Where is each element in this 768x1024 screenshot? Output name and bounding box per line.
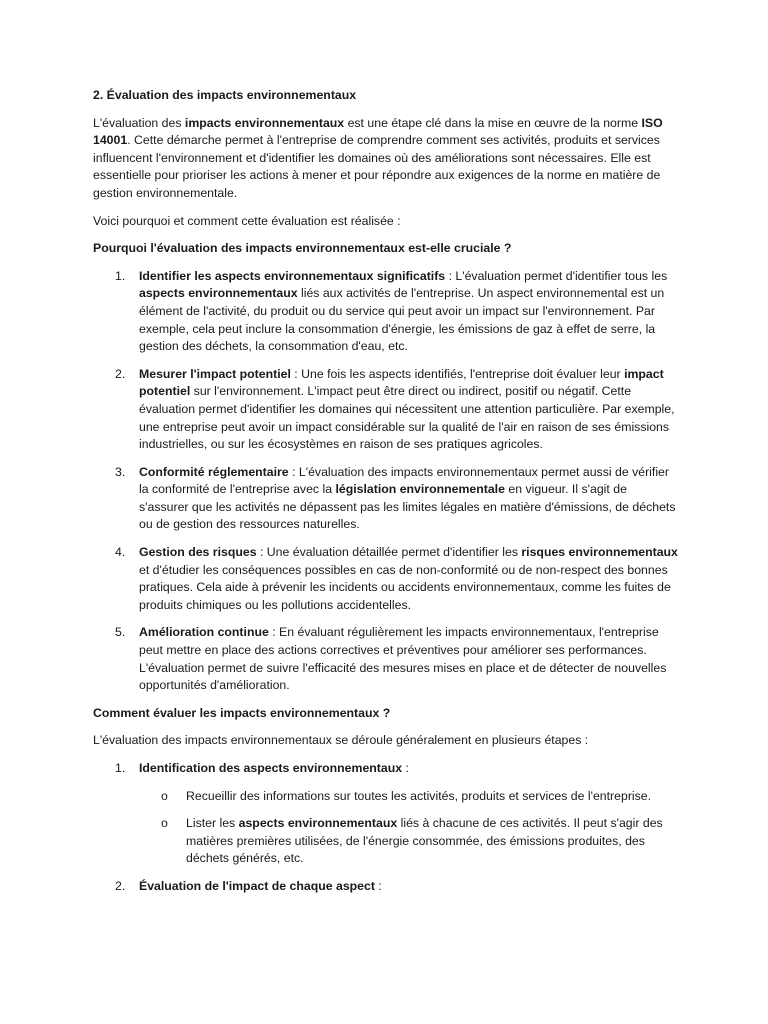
how-steps-list (93, 760, 678, 896)
bullet-item (139, 788, 678, 806)
step-title-suffix: : (402, 761, 409, 775)
bold-term: impacts environnementaux (184, 115, 345, 130)
list-item-text: Identifier les aspects environnementaux significatifs : L'évaluation permet d'identifier tous les aspects environnementaux liés aux activités de l'entreprise. Un aspect environnemental est un élément de l'activité, du produit ou du service qui peut avoir un impact sur l'environnement. Par exemple, cela peut inclure la consommation d'énergie, les émissions de gaz à effet de serre, la gestion des déchets, la consommation d'eau, etc. (139, 268, 668, 354)
bold-term: Mesurer l'impact potentiel (139, 366, 291, 381)
bold-term: ISO 14001 (93, 115, 663, 148)
step-item (93, 878, 678, 896)
list-item-text: Conformité réglementaire : L'évaluation des impacts environnementaux permet aussi de vérifier la conformité de l'entreprise avec la législation environnementale en vigueur. Il s'agit de s'assurer que les activités ne dépassent pas les limites légales en matière d'émissions, de déchets ou de gestion des ressources naturelles. (139, 464, 676, 532)
step-title-suffix: : (374, 878, 382, 893)
list-item-text: Gestion des risques : Une évaluation détaillée permet d'identifier les risques environnementaux et d'étudier les conséquences possibles en cas de non-conformité ou de non-respect des bonnes pratiques. Cela aide à prévenir les incidents ou accidents environnementaux, comme les fuites de produits chimiques ou les pollutions accidentelles. (139, 545, 678, 612)
bold-term: législation environnementale (335, 482, 505, 497)
step-bullets (139, 788, 678, 868)
how-heading: Comment évaluer les impacts environnementaux ? (93, 705, 391, 720)
list-item (93, 464, 678, 534)
lead-in-text: Voici pourquoi et comment cette évaluation est réalisée : (93, 213, 401, 228)
bold-term: aspects environnementaux (139, 286, 298, 301)
list-item-text: Amélioration continue : En évaluant régulièrement les impacts environnementaux, l'entreprise peut mettre en place des actions correctives et préventives pour améliorer ses performances. L'évaluation permet de suivre l'efficacité des mesures mises en place et de détecter de nouvelles opportunités d'amélioration. (139, 625, 667, 693)
step-number: 1. (115, 761, 126, 775)
bullet-text: Recueillir des informations sur toutes les activités, produits et services de l'entreprise. (186, 788, 652, 803)
bullet-marker: o (161, 816, 168, 831)
step-title: Identification des aspects environnementaux (139, 761, 403, 775)
bold-term: impact potentiel (139, 366, 664, 399)
list-number: 4. (115, 545, 126, 560)
list-item (93, 366, 678, 454)
bullet-item (139, 815, 678, 868)
list-item (93, 268, 678, 356)
section-title: 2. Évaluation des impacts environnementaux (93, 88, 357, 102)
list-number: 3. (115, 464, 126, 479)
how-intro: L'évaluation des impacts environnementaux se déroule généralement en plusieurs étapes : (93, 733, 589, 748)
bold-term: Identifier les aspects environnementaux significatifs (139, 268, 446, 283)
bold-term: risques environnementaux (521, 545, 678, 560)
bold-term: Conformité réglementaire (139, 464, 289, 479)
bullet-marker: o (161, 788, 168, 803)
step-item (93, 760, 678, 868)
bold-term: Gestion des risques (139, 545, 257, 560)
list-item (93, 624, 678, 694)
why-heading: Pourquoi l'évaluation des impacts environnementaux est-elle cruciale ? (93, 241, 512, 256)
bold-term: aspects environnementaux (238, 816, 398, 831)
bullet-text: Lister les aspects environnementaux liés à chacune de ces activités. Il peut s'agir des matières premières utilisées, de l'énergie consommée, des émissions produites, des déchets générés, etc. (186, 816, 663, 866)
bold-term: Amélioration continue (139, 625, 269, 640)
list-item (93, 544, 678, 614)
why-list (93, 268, 678, 695)
step-number: 2. (115, 878, 126, 893)
list-number: 5. (115, 625, 126, 640)
list-number: 1. (115, 268, 126, 283)
list-number: 2. (115, 366, 126, 381)
document-page (93, 87, 678, 906)
step-title: Évaluation de l'impact de chaque aspect (139, 878, 375, 893)
list-item-text: Mesurer l'impact potentiel : Une fois les aspects identifiés, l'entreprise doit évaluer leur impact potentiel sur l'environnement. L'impact peut être direct ou indirect, positif ou négatif. Cette évaluation permet d'identifier les domaines qui nécessitent une attention particulière. Par exemple, une entreprise peut avoir un impact considérable sur la qualité de l'air en raison de ses émissions industrielles, ou sur les écosystèmes en raison de ses pratiques agricoles. (139, 366, 675, 452)
intro-paragraph: L'évaluation des impacts environnementaux est une étape clé dans la mise en œuvre de la norme ISO 14001. Cette démarche permet à l'entreprise de comprendre comment ses activités, produits et services influencent l'environnement et d'identifier les domaines où des améliorations sont nécessaires. Elle est essentielle pour prioriser les actions à mener et pour répondre aux exigences de la norme en matière de gestion environnementale. (93, 115, 663, 200)
